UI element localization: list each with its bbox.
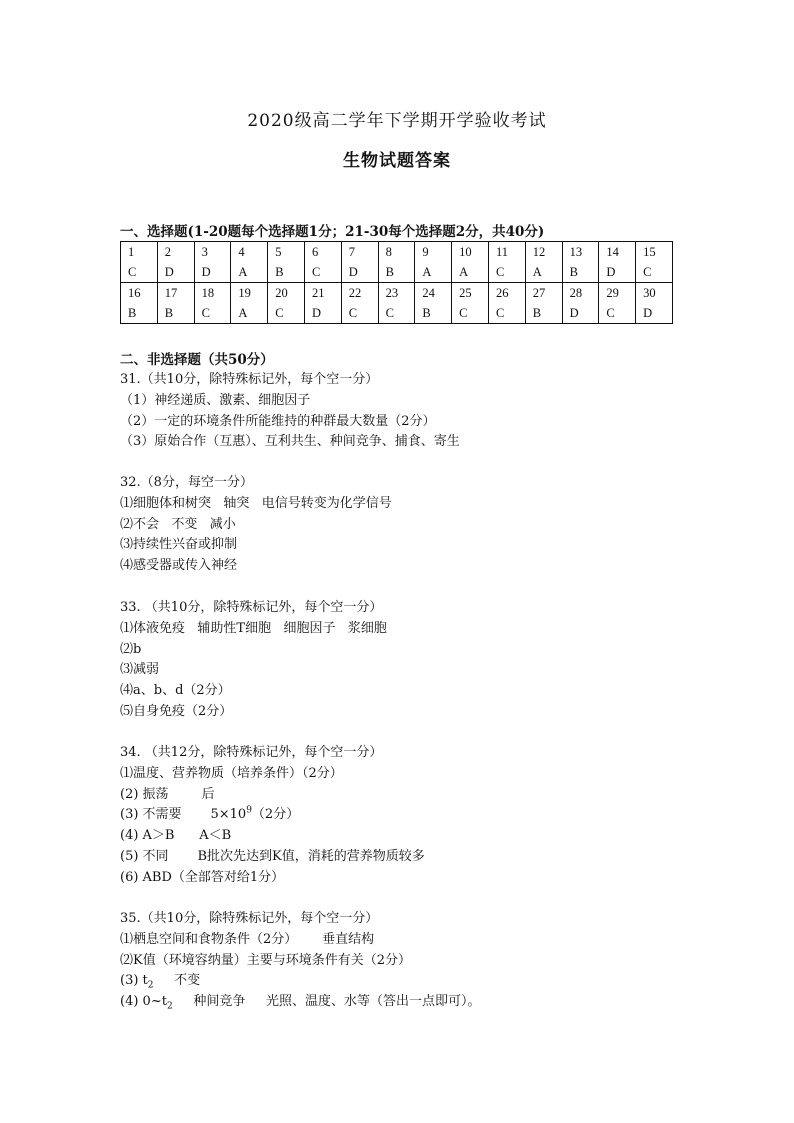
question-33-head: 33. （共10分，除特殊标记外，每个空一分） xyxy=(120,600,383,615)
exponent: 9 xyxy=(246,806,252,817)
answer-line xyxy=(120,971,481,992)
answer-text: (3) 不需要 5×10 xyxy=(120,807,247,823)
answer-text: (4) 0~t xyxy=(120,994,167,1010)
question-number: 20 xyxy=(275,286,288,300)
answer-letter: C xyxy=(311,265,321,279)
answer-cell xyxy=(121,283,158,324)
answer-line: ⑴细胞体和树突 轴突 电信号转变为化学信号 xyxy=(120,495,392,511)
answer-letter: D xyxy=(164,265,174,279)
question-number: 11 xyxy=(495,245,509,259)
question-number: 13 xyxy=(569,245,583,259)
answer-text: （2分） xyxy=(251,807,300,823)
answer-cell xyxy=(268,283,305,324)
question-number: 2 xyxy=(164,245,172,259)
answer-letter: D xyxy=(348,265,358,279)
answer-letter: D xyxy=(606,265,616,279)
answer-cell xyxy=(636,283,673,324)
question-35-answers xyxy=(120,909,481,1013)
answer-line: ⑶减弱 xyxy=(120,662,160,678)
question-31-answers xyxy=(120,370,460,453)
subscript: 2 xyxy=(166,1001,173,1012)
answer-text: 种间竞争 光照、温度、水等（答出一点即可）。 xyxy=(172,994,481,1010)
answer-table-row xyxy=(121,242,673,283)
question-number: 28 xyxy=(569,286,583,300)
question-34-head: 34. （共12分，除特殊标记外，每个空一分） xyxy=(120,745,383,760)
answer-letter: B xyxy=(164,306,174,320)
question-number: 29 xyxy=(606,286,619,300)
answer-cell xyxy=(599,242,636,283)
question-32-answers xyxy=(120,473,392,577)
answer-letter: D xyxy=(201,265,211,279)
question-31-head: 31.（共10分，除特殊标记外，每个空一分） xyxy=(120,372,379,387)
answer-cell xyxy=(488,242,525,283)
question-number: 17 xyxy=(164,286,178,300)
answer-letter: A xyxy=(422,265,432,279)
answer-cell xyxy=(415,283,452,324)
answer-letter: C xyxy=(459,306,468,320)
question-number: 5 xyxy=(275,245,282,259)
answer-line: （3）原始合作（互惠）、互利共生、种间竞争、捕食、寄生 xyxy=(120,434,460,450)
question-number: 9 xyxy=(422,245,429,259)
question-number: 14 xyxy=(606,245,619,259)
answer-cell xyxy=(231,283,268,324)
answer-letter: C xyxy=(348,306,358,320)
answer-line: ⑴体液免疫 辅助性T细胞 细胞因子 浆细胞 xyxy=(120,620,387,636)
question-number: 10 xyxy=(459,245,472,259)
answer-letter: A xyxy=(459,265,469,279)
question-number: 1 xyxy=(128,245,135,259)
answer-line: ⑸自身免疫（2分） xyxy=(120,703,233,719)
question-33-answers xyxy=(120,598,387,723)
answer-line: ⑵K值（环境容纳量）主要与环境条件有关（2分） xyxy=(120,952,411,968)
answer-cell xyxy=(378,242,415,283)
answer-letter: B xyxy=(275,265,284,279)
answer-cell xyxy=(525,242,562,283)
answer-line: ⑵不会 不变 减小 xyxy=(120,516,236,532)
answer-line: (2) 振荡 后 xyxy=(120,786,215,802)
answer-cell xyxy=(231,242,268,283)
answer-line: ⑷a、b、d（2分） xyxy=(120,683,231,699)
answer-cell xyxy=(268,242,305,283)
answer-line: (5) 不同 B批次先达到K值，消耗的营养物质较多 xyxy=(120,848,425,864)
answer-letter: B xyxy=(569,265,578,279)
answer-table-row xyxy=(121,283,673,324)
question-32-head: 32.（8分，每空一分） xyxy=(120,475,253,490)
section-heading-choice: 一、选择题(1-20题每个选择题1分；21-30每个选择题2分，共40分) xyxy=(120,224,545,240)
answer-cell xyxy=(562,283,599,324)
answer-letter: A xyxy=(532,265,542,279)
answer-letter: C xyxy=(275,306,284,320)
answer-cell xyxy=(304,283,341,324)
question-number: 4 xyxy=(238,245,245,259)
answer-line xyxy=(120,805,425,826)
answer-cell xyxy=(341,242,378,283)
section-heading-open: 二、非选择题（共50分） xyxy=(120,352,274,368)
question-number: 22 xyxy=(348,286,362,300)
question-number: 27 xyxy=(532,286,546,300)
answer-cell xyxy=(194,242,231,283)
answer-cell xyxy=(599,283,636,324)
answer-line: ⑵b xyxy=(120,641,142,657)
answer-letter: D xyxy=(311,306,322,320)
answer-cell xyxy=(378,283,415,324)
answer-letter: C xyxy=(606,306,615,320)
answer-letter: B xyxy=(532,306,542,320)
answer-cell xyxy=(194,283,231,324)
question-number: 15 xyxy=(643,245,656,259)
subscript: 2 xyxy=(147,980,154,991)
answer-letter: D xyxy=(569,306,579,320)
page-title: 2020级高二学年下学期开学验收考试 xyxy=(247,111,547,131)
answer-letter: A xyxy=(238,265,248,279)
answer-letter: C xyxy=(128,265,137,279)
answer-cell xyxy=(562,242,599,283)
answer-line: （2）一定的环境条件所能维持的种群最大数量（2分） xyxy=(120,413,436,429)
question-number: 26 xyxy=(495,286,509,300)
answer-cell xyxy=(157,242,194,283)
answer-line: ⑶持续性兴奋或抑制 xyxy=(120,537,238,553)
question-number: 23 xyxy=(385,286,399,300)
answer-letter: C xyxy=(201,306,210,320)
answer-letter: B xyxy=(385,265,394,279)
question-number: 25 xyxy=(459,286,472,300)
question-number: 30 xyxy=(643,286,656,300)
question-number: 7 xyxy=(348,245,356,259)
answer-letter: C xyxy=(495,265,505,279)
answer-letter: B xyxy=(128,306,137,320)
answer-letter: B xyxy=(422,306,431,320)
answer-cell xyxy=(452,283,489,324)
question-number: 3 xyxy=(201,245,208,259)
question-number: 12 xyxy=(532,245,546,259)
answer-table xyxy=(120,241,673,324)
answer-cell xyxy=(415,242,452,283)
answer-line: ⑷感受器或传入神经 xyxy=(120,558,238,574)
answer-text: 不变 xyxy=(153,973,201,989)
answer-letter: C xyxy=(643,265,652,279)
answer-cell xyxy=(525,283,562,324)
answer-cell xyxy=(157,283,194,324)
page-subtitle: 生物试题答案 xyxy=(343,151,451,171)
answer-letter: C xyxy=(385,306,394,320)
answer-cell xyxy=(304,242,341,283)
question-number: 21 xyxy=(311,286,325,300)
answer-letter: D xyxy=(643,306,653,320)
answer-cell xyxy=(636,242,673,283)
question-34-answers xyxy=(120,743,425,889)
answer-letter: C xyxy=(495,306,505,320)
question-number: 19 xyxy=(238,286,251,300)
answer-line: (6) ABD（全部答对给1分） xyxy=(120,869,285,885)
answer-line: ⑴栖息空间和食物条件（2分） 垂直结构 xyxy=(120,931,375,947)
question-number: 24 xyxy=(422,286,435,300)
answer-line xyxy=(120,992,481,1013)
question-number: 6 xyxy=(311,245,319,259)
answer-line: ⑴温度、营养物质（培养条件）（2分） xyxy=(120,765,343,781)
question-number: 16 xyxy=(128,286,141,300)
answer-line: （1）神经递质、激素、细胞因子 xyxy=(120,392,311,408)
answer-letter: A xyxy=(238,306,248,320)
answer-cell xyxy=(341,283,378,324)
answer-cell xyxy=(452,242,489,283)
answer-cell xyxy=(488,283,525,324)
answer-text: (3) t xyxy=(120,973,148,989)
question-number: 18 xyxy=(201,286,215,300)
answer-cell xyxy=(121,242,158,283)
answer-line: (4) A＞B A＜B xyxy=(120,828,232,844)
question-number: 8 xyxy=(385,245,392,259)
question-35-head: 35.（共10分，除特殊标记外，每个空一分） xyxy=(120,911,379,926)
